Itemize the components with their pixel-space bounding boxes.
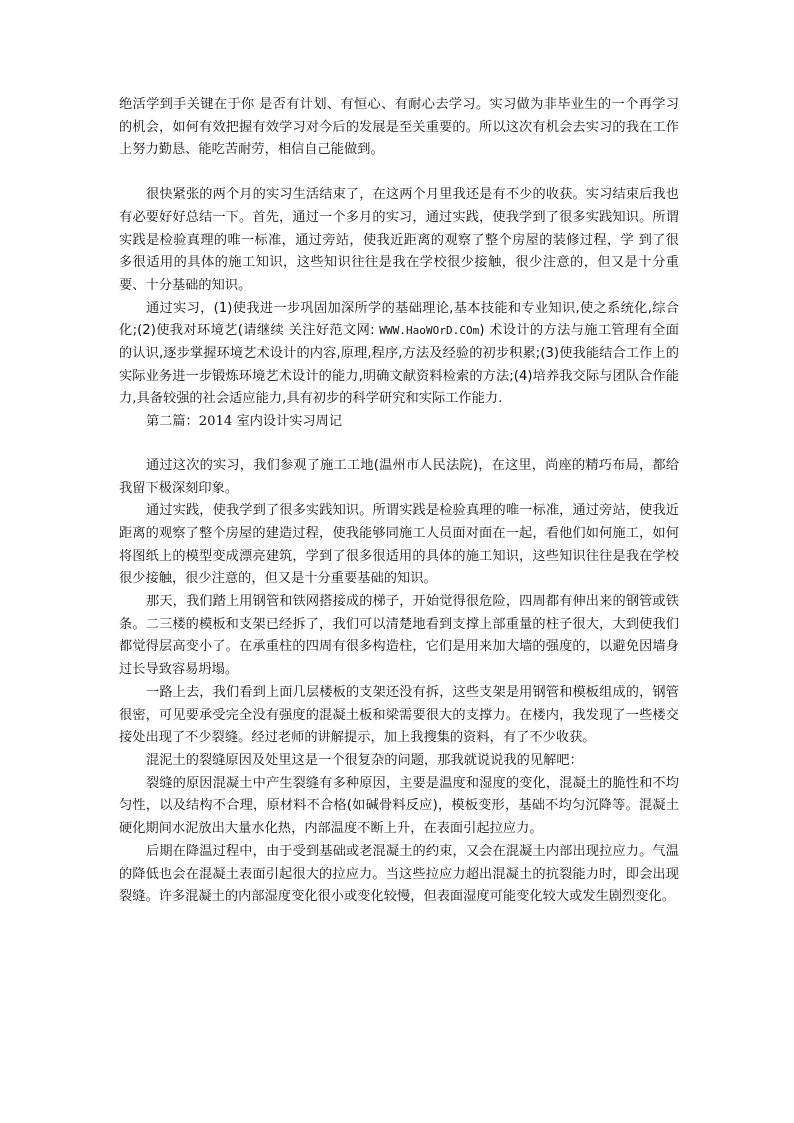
paragraph-1: 绝活学到手关键在于你 是否有计划、有恒心、有耐心去学习。实习做为非毕业生的一个再学习的机会，如何有效把握有效学习对今后的发展是至关重要的。所以这次有机会去实习的我在工作上努力勤恳、能吃苦耐劳，相信自己能做到。 <box>119 97 679 158</box>
paragraph-10: 后期在降温过程中，由于受到基础或老混凝土的约束，又会在混凝土内部出现拉应力。气温的降低也会在混凝土表面引起很大的拉应力。当这些拉应力超出混凝土的抗裂能力时，即会出现裂缝。许多混凝土的内部湿度变化很小或变化较慢，但表面湿度可能变化较大或发生剧烈变化。 <box>119 843 679 905</box>
document-body <box>119 94 679 909</box>
paragraph-4: 通过这次的实习，我们参观了施工工地(温州市人民法院)，在这里，尚座的精巧布局，都给我留下极深刻印象。 <box>119 457 679 496</box>
section-heading: 第二篇：2014 室内设计实习周记 <box>146 414 343 430</box>
paragraph-8: 混泥土的裂缝原因及处里这是一个很复杂的问题，那我就说说我的见解吧： <box>146 752 583 768</box>
paragraph-3 <box>119 298 679 412</box>
paragraph-3-part-a: 通过实习，(1)使我进一步巩固加深所学的基础理论,基本技能和专业知识,使之系统化,综合化;(2)使我对环境艺(请继续 关注好范文网: <box>119 300 679 339</box>
paragraph-7: 一路上去，我们看到上面几层楼板的支架还没有拆，这些支架是用钢管和模板组成的，钢管很密，可见要承受完全没有强度的混凝土板和梁需要很大的支撑力。在楼内，我发现了一些楼交接处出现了不少裂缝。经过老师的讲解提示，加上我搜集的资料，有了不少收获。 <box>119 684 679 746</box>
paragraph-5: 通过实践，使我学到了很多实践知识。所谓实践是检验真理的唯一标准，通过旁站，使我近距离的观察了整个房屋的建造过程，使我能够同施工人员面对面在一起，看他们如何施工，如何将图纸上的模型变成漂亮建筑，学到了很多很适用的具体的施工知识，这些知识往往是我在学校很少接触，很少注意的，但又是十分重要基础的知识。 <box>119 503 679 587</box>
paragraph-3-part-b: ) 术设计的方法与施工管理有全面的认识,逐步掌握环境艺术设计的内容,原理,程序,方法及经验的初步积累;(3)使我能结合工作上的实际业务进一步锻炼环境艺术设计的能力,明确文献资料检索的方法;(4)培养我交际与团队合作能力,具备较强的社会适应能力,具有初步的科学研究和实际工作能力. <box>119 323 679 407</box>
paragraph-9: 裂缝的原因混凝土中产生裂缝有多种原因，主要是温度和湿度的变化，混凝土的脆性和不均匀性，以及结构不合理，原材料不合格(如碱骨料反应)，模板变形，基础不均匀沉降等。混凝土硬化期间水泥放出大量水化热，内部温度不断上升，在表面引起拉应力。 <box>119 775 679 837</box>
website-url: WWW.HaoWOrD.COm <box>379 324 480 338</box>
paragraph-2: 很快紧张的两个月的实习生活结束了，在这两个月里我还是有不少的收获。实习结束后我也有必要好好总结一下。首先，通过一个多月的实习，通过实践，使我学到了很多实践知识。所谓实践是检验真理的唯一标准，通过旁站，使我近距离的观察了整个房屋的装修过程，学 到了很多很适用的具体的施工知识，这些知识往往是我在学校很少接触，很少注意的，但又是十分重要、十分基础的知识。 <box>119 187 679 293</box>
paragraph-6: 那天，我们踏上用钢管和铁网搭接成的梯子，开始觉得很危险，四周都有伸出来的钢管或铁条。二三楼的模板和支架已经拆了，我们可以清楚地看到支撑上部重量的柱子很大，大到使我们都觉得层高变小了。在承重柱的四周有很多构造柱，它们是用来加大墙的强度的，以避免因墙身过长导致容易坍塌。 <box>119 594 679 678</box>
